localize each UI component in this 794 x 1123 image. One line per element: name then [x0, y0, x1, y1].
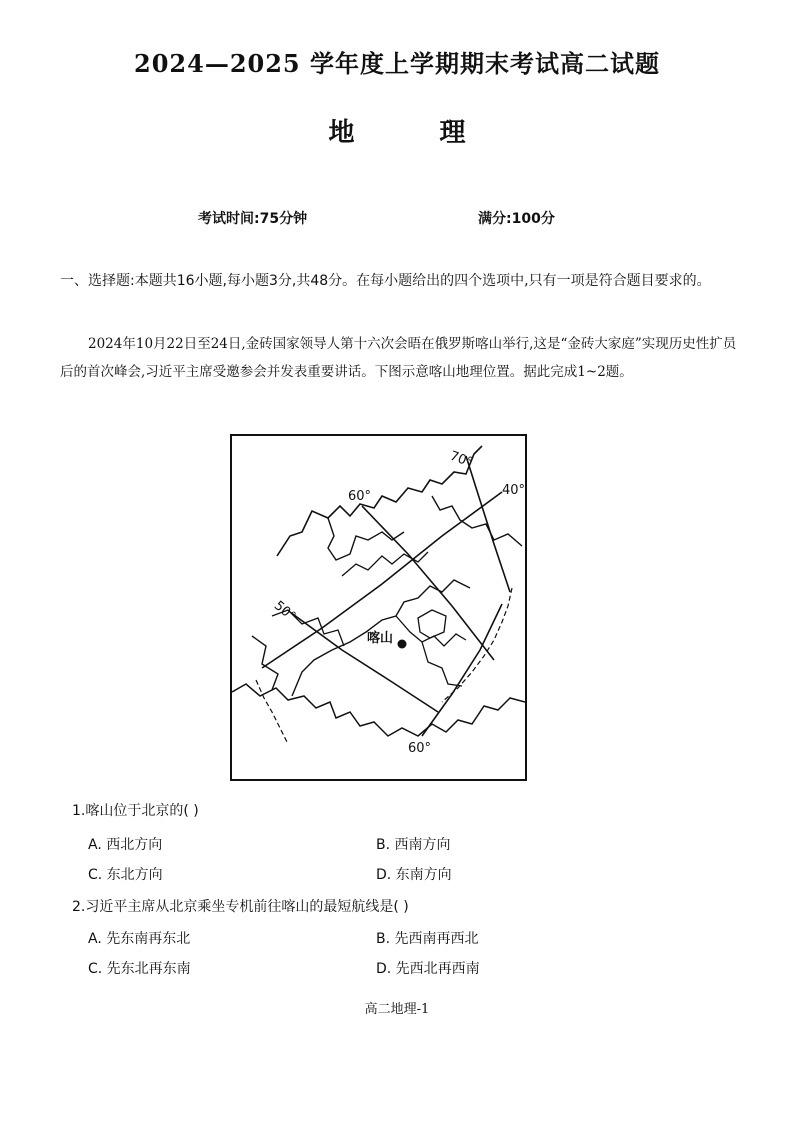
- meridian-70: [466, 456, 510, 592]
- map-drawing: [232, 436, 525, 779]
- section-instruction: 一、选择题:本题共16小题,每小题3分,共48分。在每小题给出的四个选项中,只有一项是符合题目要求的。: [60, 273, 711, 289]
- question-2-option-d[interactable]: D. 先西北再西南: [376, 961, 480, 977]
- kazan-location-map: [230, 434, 527, 781]
- exam-title: 2024—2025 学年度上学期期末考试高二试题: [134, 49, 660, 78]
- meridian-60: [422, 604, 502, 736]
- question-1-option-a[interactable]: A. 西北方向: [88, 837, 163, 853]
- question-2-option-b[interactable]: B. 先西南再西北: [376, 931, 479, 947]
- river-east: [422, 642, 462, 686]
- question-2-stem: 2.习近平主席从北京乘坐专机前往喀山的最短航线是( ): [72, 899, 409, 915]
- question-1-option-c[interactable]: C. 东北方向: [88, 867, 163, 883]
- sea-west: [252, 636, 278, 690]
- question-1-option-d[interactable]: D. 东南方向: [376, 867, 452, 883]
- question-1-option-b[interactable]: B. 西南方向: [376, 837, 451, 853]
- lat-70-label: 70°: [447, 448, 475, 471]
- kazan-label: 喀山: [367, 631, 394, 646]
- river-north: [342, 552, 428, 576]
- question-2-option-c[interactable]: C. 先东北再东南: [88, 961, 191, 977]
- reservoir: [418, 610, 446, 638]
- exam-time: 考试时间:75分钟: [198, 211, 308, 227]
- full-score: 满分:100分: [478, 211, 555, 227]
- lon-60-bottom-label: 60°: [408, 741, 432, 756]
- lat-50-label: 50°: [270, 598, 299, 625]
- lon-40-label: 40°: [502, 483, 525, 498]
- subject-title: 地 理: [328, 118, 504, 148]
- river-kama: [396, 616, 466, 646]
- coastline-3: [432, 496, 522, 546]
- sea-south: [232, 684, 525, 736]
- lat-60-top-label: 60°: [348, 489, 372, 504]
- page-footer: 高二地理-1: [364, 1002, 430, 1017]
- question-passage: 2024年10月22日至24日,金砖国家领导人第十六次会晤在俄罗斯喀山举行,这是“金砖大家庭”实现历史性扩员后的首次峰会,习近平主席受邀参会并发表重要讲话。下图示意喀山地理位置。据此完成1~2题。: [60, 336, 737, 380]
- question-1-stem: 1.喀山位于北京的( ): [72, 803, 199, 819]
- question-2-option-a[interactable]: A. 先东南再东北: [88, 931, 191, 947]
- kazan-point: [398, 640, 407, 649]
